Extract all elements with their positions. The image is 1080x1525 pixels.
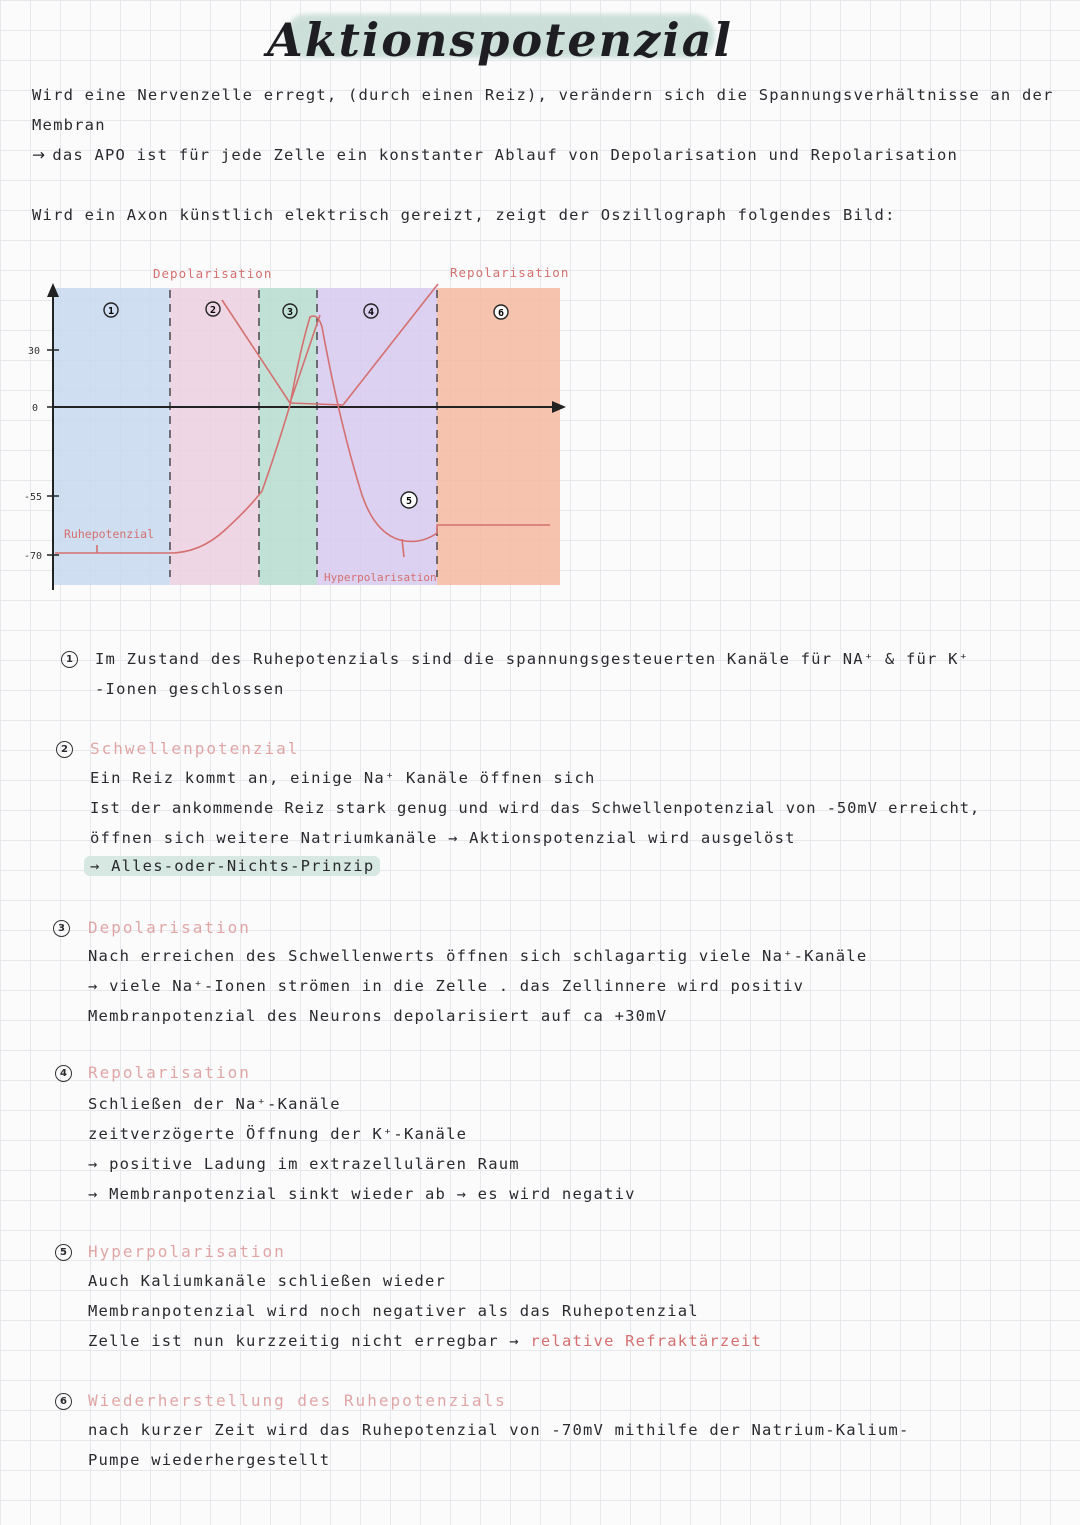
phase-number-1: 1: [107, 306, 115, 317]
phase-2-region: [170, 288, 259, 585]
phase-3-region: [259, 288, 317, 585]
section-5-line-2: Membranpotenzial wird noch negativer als das Ruhepotenzial: [88, 1302, 699, 1320]
refractory-period-label: relative Refraktärzeit: [530, 1332, 763, 1350]
y-tick-minus70: -70: [24, 551, 43, 562]
section-1-number: 1: [61, 651, 78, 668]
phase-6-region: [437, 288, 560, 585]
section-2-title: Schwellenpotenzial: [90, 739, 300, 758]
section-3-line-3: Membranpotenzial des Neurons depolarisiert auf ca +30mV: [88, 1007, 668, 1025]
section-6-title: Wiederherstellung des Ruhepotenzials: [88, 1391, 507, 1410]
section-6-line-1: nach kurzer Zeit wird das Ruhepotenzial von -70mV mithilfe der Natrium-Kalium-: [88, 1421, 910, 1439]
section-4-line-3: → positive Ladung im extrazellulären Raum: [88, 1155, 520, 1173]
label-depolarisation: Depolarisation: [153, 266, 273, 281]
label-hyperpolarisation: Hyperpolarisation: [324, 571, 437, 584]
action-potential-diagram: [0, 255, 600, 600]
section-5-line-3: Zelle ist nun kurzzeitig nicht erregbar →: [88, 1332, 520, 1350]
section-5-title: Hyperpolarisation: [88, 1242, 286, 1261]
phase-number-6: 6: [497, 308, 505, 319]
intro-line-1: Wird eine Nervenzelle erregt, (durch einen Reiz), verändern sich die Spannungsverhältnisse an der: [32, 86, 1054, 104]
section-4-line-4: → Membranpotenzial sinkt wieder ab → es wird negativ: [88, 1185, 636, 1203]
section-6-line-2: Pumpe wiederhergestellt: [88, 1451, 331, 1469]
section-1-line-2: -Ionen geschlossen: [95, 680, 285, 698]
section-4-number: 4: [55, 1065, 72, 1082]
section-5-line-3-row: [88, 1332, 762, 1350]
y-tick-0: 0: [32, 403, 39, 414]
arrow-icon: →: [32, 146, 53, 164]
label-ruhepotenzial: Ruhepotenzial: [64, 527, 155, 541]
label-repolarisation: Repolarisation: [450, 265, 570, 280]
phase-number-4: 4: [367, 307, 375, 318]
intro-line-4: Wird ein Axon künstlich elektrisch gereizt, zeigt der Oszillograph folgendes Bild:: [32, 206, 896, 224]
y-tick-minus55: -55: [24, 492, 43, 503]
section-3-line-2: → viele Na⁺-Ionen strömen in die Zelle . das Zellinnere wird positiv: [88, 977, 805, 995]
phase-number-3: 3: [286, 307, 294, 318]
y-tick-30: 30: [28, 346, 41, 357]
section-2-line-3: öffnen sich weitere Natriumkanäle → Aktionspotenzial wird ausgelöst: [90, 829, 796, 847]
intro-line-3-row: [32, 146, 958, 164]
section-4-line-1: Schließen der Na⁺-Kanäle: [88, 1095, 341, 1113]
section-1-line-1: Im Zustand des Ruhepotenzials sind die spannungsgesteuerten Kanäle für NA⁺ & für K⁺: [95, 650, 970, 668]
phase-number-5: 5: [405, 496, 413, 507]
section-2-highlight-row: [84, 857, 380, 875]
section-3-line-1: Nach erreichen des Schwellenwerts öffnen sich schlagartig viele Na⁺-Kanäle: [88, 947, 868, 965]
all-or-nothing-highlight: → Alles-oder-Nichts-Prinzip: [84, 856, 380, 876]
phase-number-2: 2: [209, 305, 217, 316]
intro-line-2: Membran: [32, 116, 106, 134]
section-6-number: 6: [55, 1393, 72, 1410]
intro-line-3: das APO ist für jede Zelle ein konstanter Ablauf von Depolarisation und Repolarisation: [52, 146, 959, 164]
section-2-number: 2: [56, 741, 73, 758]
section-2-line-2: Ist der ankommende Reiz stark genug und wird das Schwellenpotenzial von -50mV erreicht,: [90, 799, 981, 817]
title-area: [0, 0, 1080, 80]
section-2-line-1: Ein Reiz kommt an, einige Na⁺ Kanäle öffnen sich: [90, 769, 596, 787]
page-title: Aktionspotenzial: [267, 13, 733, 67]
section-4-title: Repolarisation: [88, 1063, 251, 1082]
section-3-number: 3: [53, 920, 70, 937]
section-4-line-2: zeitverzögerte Öffnung der K⁺-Kanäle: [88, 1125, 468, 1143]
section-3-title: Depolarisation: [88, 918, 251, 937]
section-5-number: 5: [55, 1244, 72, 1261]
section-5-line-1: Auch Kaliumkanäle schließen wieder: [88, 1272, 447, 1290]
